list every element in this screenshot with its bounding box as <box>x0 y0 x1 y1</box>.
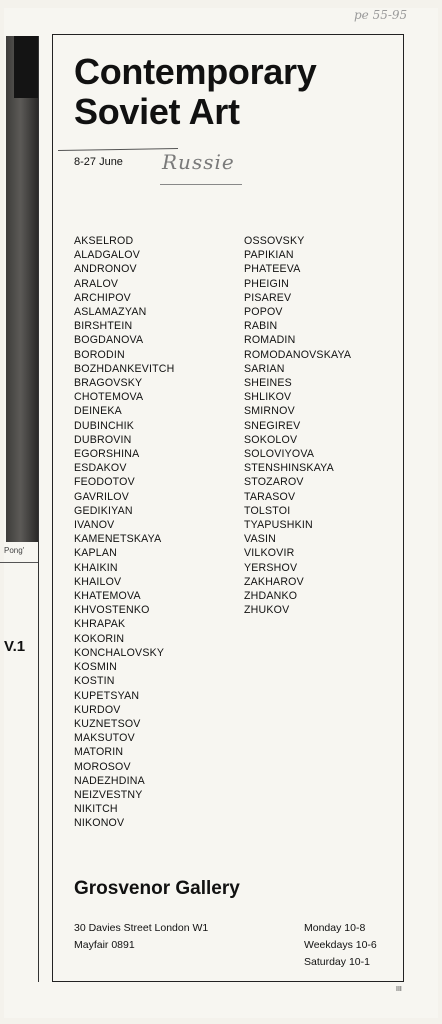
artist-name: KAPLAN <box>74 547 118 560</box>
artist-name: PHEIGIN <box>244 277 289 290</box>
artist-name: SNEGIREV <box>244 419 301 432</box>
adjacent-page-dark-block <box>14 36 38 98</box>
artist-name: SMIRNOV <box>244 405 295 418</box>
artist-name: ZAKHAROV <box>244 575 304 588</box>
adjacent-page-image <box>6 36 38 542</box>
hours-line-3: Saturday 10-1 <box>304 956 370 968</box>
artist-name: NEIZVESTNY <box>74 788 143 801</box>
artist-name: VILKOVIR <box>244 547 295 560</box>
artist-name: KHATEMOVA <box>74 590 141 603</box>
artist-name: AKSELROD <box>74 235 134 247</box>
exhibition-dates: 8-27 June <box>74 156 123 168</box>
handwritten-annotation: Russie <box>162 150 235 174</box>
artist-name: GAVRILOV <box>74 490 129 503</box>
title-line-1: Contemporary <box>74 51 317 92</box>
adjacent-page-rule <box>0 562 38 563</box>
artist-name: ARCHIPOV <box>74 291 131 304</box>
artist-name: PHATEEVA <box>244 263 301 276</box>
artist-name: NIKONOV <box>74 817 125 830</box>
artist-name: DEINEKA <box>74 405 122 418</box>
artist-name: POPOV <box>244 306 283 319</box>
page-title <box>74 52 316 132</box>
artist-name: KHRAPAK <box>74 618 126 631</box>
artist-name: STOZAROV <box>244 476 304 489</box>
handwritten-corner-note: pe 55-95 <box>354 8 408 22</box>
artist-name: BIRSHTEIN <box>74 320 133 333</box>
page-edge-rule <box>38 36 39 982</box>
artist-name: TYAPUSHKIN <box>244 519 313 532</box>
artist-name: SOLOVIYOVA <box>244 448 315 461</box>
artist-name: KUPETSYAN <box>74 689 140 702</box>
page-number: III <box>396 986 402 993</box>
artist-name: PISAREV <box>244 291 292 304</box>
opening-hours <box>304 920 377 971</box>
adjacent-page-fragment-heading: V.1 <box>4 638 26 655</box>
title-line-2: Soviet Art <box>74 91 240 132</box>
artist-name: OSSOVSKY <box>244 235 305 247</box>
artist-name: DUBINCHIK <box>74 419 135 432</box>
artist-name: SHEINES <box>244 377 292 390</box>
artist-name: KURDOV <box>74 703 121 716</box>
artist-name: NIKITCH <box>74 803 118 816</box>
artist-name: BOGDANOVA <box>74 334 144 347</box>
artist-name: NADEZHDINA <box>74 774 145 787</box>
artist-name: ZHUKOV <box>244 604 290 617</box>
gallery-address <box>74 920 208 954</box>
artist-name: BOZHDANKEVITCH <box>74 362 175 375</box>
artist-name: KHAIKIN <box>74 561 118 574</box>
adjacent-page-fragment-text: Pong' <box>4 546 25 555</box>
artist-name: ARALOV <box>74 277 119 290</box>
artist-name: ZHDANKO <box>244 590 298 603</box>
artist-name: KONCHALOVSKY <box>74 646 165 659</box>
artist-name: KHAILOV <box>74 575 122 588</box>
artist-name: KOKORIN <box>74 632 125 645</box>
artist-name: EGORSHINA <box>74 448 140 461</box>
artist-name: FEODOTOV <box>74 476 135 489</box>
artist-name: BORODIN <box>74 348 125 361</box>
artist-list-column-2 <box>244 234 351 617</box>
artist-list-column-1 <box>74 234 175 831</box>
artist-name: BRAGOVSKY <box>74 377 143 390</box>
artist-name: SOKOLOV <box>244 433 298 446</box>
artist-name: KUZNETSOV <box>74 717 141 730</box>
hours-line-1: Monday 10-8 <box>304 922 366 934</box>
artist-name: KHVOSTENKO <box>74 604 150 617</box>
artist-name: KAMENETSKAYA <box>74 533 162 546</box>
artist-name: TOLSTOI <box>244 504 291 517</box>
hours-line-2: Weekdays 10-6 <box>304 939 377 951</box>
artist-name: PAPIKIAN <box>244 249 294 262</box>
artist-name: MAKSUTOV <box>74 732 135 745</box>
artist-name: STENSHINSKAYA <box>244 462 334 475</box>
artist-name: CHOTEMOVA <box>74 391 144 404</box>
artist-name: DUBROVIN <box>74 433 132 446</box>
artist-name: ROMADIN <box>244 334 296 347</box>
artist-name: ANDRONOV <box>74 263 137 276</box>
artist-name: MOROSOV <box>74 760 131 773</box>
artist-name: SARIAN <box>244 362 285 375</box>
artist-name: RABIN <box>244 320 278 333</box>
artist-name: ALADGALOV <box>74 249 140 262</box>
artist-name: SHLIKOV <box>244 391 292 404</box>
artist-name: TARASOV <box>244 490 296 503</box>
handwritten-underline <box>160 184 242 185</box>
artist-name: KOSMIN <box>74 661 117 674</box>
artist-name: IVANOV <box>74 519 115 532</box>
address-line-2: Mayfair 0891 <box>74 939 135 951</box>
artist-name: YERSHOV <box>244 561 298 574</box>
artist-name: GEDIKIYAN <box>74 504 133 517</box>
gallery-name: Grosvenor Gallery <box>74 878 240 899</box>
artist-name: ESDAKOV <box>74 462 127 475</box>
address-line-1: 30 Davies Street London W1 <box>74 922 209 934</box>
artist-name: KOSTIN <box>74 675 115 688</box>
artist-name: ROMODANOVSKAYA <box>244 348 352 361</box>
artist-name: VASIN <box>244 533 277 546</box>
artist-name: MATORIN <box>74 746 124 759</box>
artist-name: ASLAMAZYAN <box>74 306 147 319</box>
